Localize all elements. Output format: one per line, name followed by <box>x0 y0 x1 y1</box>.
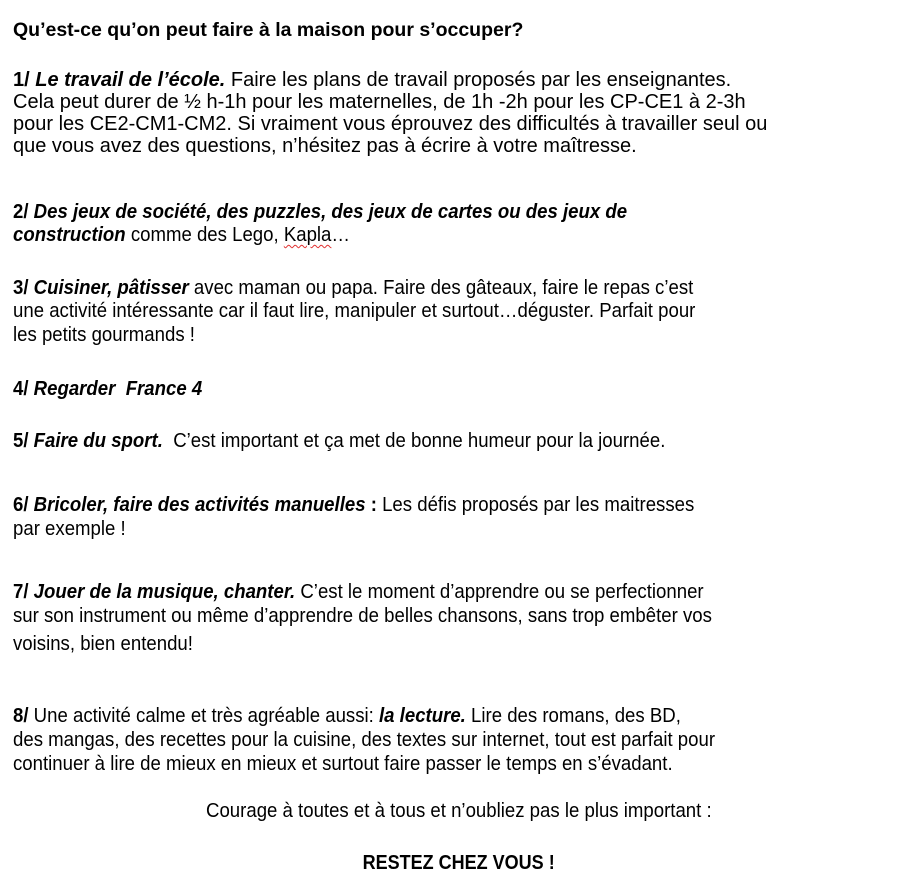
item-1-line-1 <box>13 69 731 91</box>
item-number: 8/ <box>13 705 29 727</box>
item-text: C’est important et ça met de bonne humeur pour la journée. <box>162 430 666 452</box>
item-5-line-1 <box>13 430 665 452</box>
item-heading: Jouer de la musique, chanter. <box>28 581 296 603</box>
item-heading-cont: construction <box>13 224 126 246</box>
item-heading: Faire du sport. <box>28 430 163 452</box>
closing-text-wrap <box>0 800 918 822</box>
item-heading: Des jeux de société, des puzzles, des jeux de cartes ou des jeux de <box>28 201 628 223</box>
item-text: avec maman ou papa. Faire des gâteaux, faire le repas c’est <box>188 277 694 299</box>
page-title: Qu’est-ce qu’on peut faire à la maison pour s’occuper? <box>13 19 524 41</box>
final-message: RESTEZ CHEZ VOUS ! <box>362 852 556 874</box>
item-text: Les défis proposés par les maitresses <box>376 494 695 516</box>
item-1-line-2: Cela peut durer de ½ h-1h pour les maternelles, de 1h -2h pour les CP-CE1 à 2-3h <box>13 91 746 113</box>
item-text: Lire des romans, des BD, <box>465 705 681 727</box>
item-8-line-3: continuer à lire de mieux en mieux et surtout faire passer le temps en s’évadant. <box>13 753 673 775</box>
item-8-line-2: des mangas, des recettes pour la cuisine, des textes sur internet, tout est parfait pour <box>13 729 716 751</box>
item-8-line-1 <box>13 705 681 727</box>
item-text: Faire les plans de travail proposés par les enseignantes. <box>225 69 732 91</box>
item-number: 1/ <box>13 69 30 91</box>
item-4-line-1 <box>13 378 202 400</box>
item-text: comme des Lego, <box>125 224 284 246</box>
item-number: 6/ <box>13 494 29 516</box>
item-number: 7/ <box>13 581 29 603</box>
item-6-line-1 <box>13 494 694 516</box>
item-number: 3/ <box>13 277 29 299</box>
item-number: 2/ <box>13 201 29 223</box>
item-heading: Regarder France 4 <box>28 378 203 400</box>
item-1-line-4: que vous avez des questions, n’hésitez pas à écrire à votre maîtresse. <box>13 135 637 157</box>
item-heading: Le travail de l’école. <box>35 69 226 91</box>
item-heading: Cuisiner, pâtisser <box>28 277 189 299</box>
item-3-line-3: les petits gourmands ! <box>13 324 195 346</box>
item-6-line-2: par exemple ! <box>13 518 126 540</box>
item-2-line-2 <box>13 224 350 246</box>
item-7-line-1 <box>13 581 704 603</box>
item-2-line-1 <box>13 201 627 223</box>
colon: : <box>365 494 377 516</box>
item-heading: Bricoler, faire des activités manuelles <box>28 494 366 516</box>
item-3-line-1 <box>13 277 693 299</box>
ellipsis: … <box>331 224 351 246</box>
item-7-line-3: voisins, bien entendu! <box>13 633 193 655</box>
closing-text: Courage à toutes et à tous et n’oubliez pas le plus important : <box>206 800 712 822</box>
spellcheck-flagged-word[interactable]: Kapla <box>283 224 332 246</box>
final-message-wrap <box>0 852 918 874</box>
item-number: 5/ <box>13 430 29 452</box>
item-1-line-3: pour les CE2-CM1-CM2. Si vraiment vous éprouvez des difficultés à travailler seul ou <box>13 113 768 135</box>
item-intro: Une activité calme et très agréable aussi: <box>28 705 379 727</box>
item-7-line-2: sur son instrument ou même d’apprendre de belles chansons, sans trop embêter vos <box>13 605 712 627</box>
item-number: 4/ <box>13 378 29 400</box>
item-heading: la lecture. <box>378 705 466 727</box>
item-3-line-2: une activité intéressante car il faut lire, manipuler et surtout…déguster. Parfait pour <box>13 300 696 322</box>
item-text: C’est le moment d’apprendre ou se perfectionner <box>295 581 704 603</box>
